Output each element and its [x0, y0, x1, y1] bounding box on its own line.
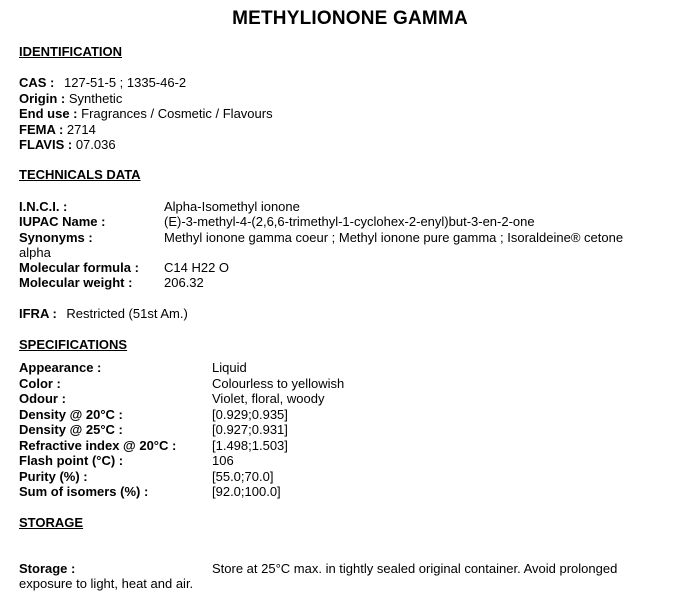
weight-value: 206.32 — [164, 275, 204, 290]
cas-label: CAS : — [19, 75, 55, 90]
cas-value: 127-51-5 ; 1335-46-2 — [64, 75, 187, 90]
fema-row — [19, 122, 96, 137]
spec-value: [1.498;1.503] — [212, 438, 288, 453]
spec-label: Flash point (°C) : — [19, 453, 124, 468]
synonyms-value: Methyl ionone gamma coeur ; Methyl ionone pure gamma ; Isoraldeine® cetone — [164, 230, 624, 245]
spec-label: Purity (%) : — [19, 469, 88, 484]
spec-value: [0.929;0.935] — [212, 407, 288, 422]
storage-label: Storage : — [19, 561, 76, 576]
storage-value: Store at 25°C max. in tightly sealed original container. Avoid prolonged — [212, 561, 618, 576]
fema-value: 2714 — [66, 122, 96, 137]
enduse-label: End use : — [19, 106, 78, 121]
cas-row — [19, 75, 186, 90]
spec-label: Sum of isomers (%) : — [19, 484, 149, 499]
ifra-value: Restricted (51st Am.) — [66, 306, 188, 321]
spec-value: Colourless to yellowish — [212, 376, 345, 391]
origin-row — [19, 91, 122, 106]
spec-value: [55.0;70.0] — [212, 469, 274, 484]
inci-label: I.N.C.I. : — [19, 199, 68, 214]
spec-label: Refractive index @ 20°C : — [19, 438, 177, 453]
spec-value: [0.927;0.931] — [212, 422, 288, 437]
page-title: METHYLIONONE GAMMA — [232, 8, 468, 29]
enduse-value: Fragrances / Cosmetic / Flavours — [81, 106, 273, 121]
specifications-heading: SPECIFICATIONS — [19, 337, 128, 352]
fema-label: FEMA : — [19, 122, 64, 137]
synonyms-value-continued: alpha — [19, 245, 51, 260]
flavis-label: FLAVIS : — [19, 137, 73, 152]
spec-label: Appearance : — [19, 360, 102, 375]
spec-label: Color : — [19, 376, 61, 391]
iupac-label: IUPAC Name : — [19, 214, 106, 229]
flavis-row — [19, 137, 116, 152]
spec-label: Density @ 20°C : — [19, 407, 123, 422]
spec-value: 106 — [212, 453, 234, 468]
spec-value: [92.0;100.0] — [212, 484, 281, 499]
technicals-heading: TECHNICALS DATA — [19, 167, 141, 182]
ifra-row — [19, 306, 188, 321]
spec-label: Odour : — [19, 391, 66, 406]
flavis-value: 07.036 — [75, 137, 116, 152]
spec-value: Violet, floral, woody — [212, 391, 325, 406]
origin-label: Origin : — [19, 91, 66, 106]
inci-value: Alpha-Isomethyl ionone — [164, 199, 300, 214]
ifra-label: IFRA : — [19, 306, 57, 321]
weight-label: Molecular weight : — [19, 275, 133, 290]
origin-value: Synthetic — [68, 91, 123, 106]
storage-value-continued: exposure to light, heat and air. — [19, 576, 194, 591]
spec-value: Liquid — [212, 360, 247, 375]
formula-label: Molecular formula : — [19, 260, 139, 275]
identification-heading: IDENTIFICATION — [19, 44, 123, 59]
formula-value: C14 H22 O — [164, 260, 230, 275]
storage-heading: STORAGE — [19, 515, 84, 530]
enduse-row — [19, 106, 273, 121]
synonyms-label: Synonyms : — [19, 230, 93, 245]
spec-label: Density @ 25°C : — [19, 422, 123, 437]
iupac-value: (E)-3-methyl-4-(2,6,6-trimethyl-1-cyclohex-2-enyl)but-3-en-2-one — [164, 214, 535, 229]
